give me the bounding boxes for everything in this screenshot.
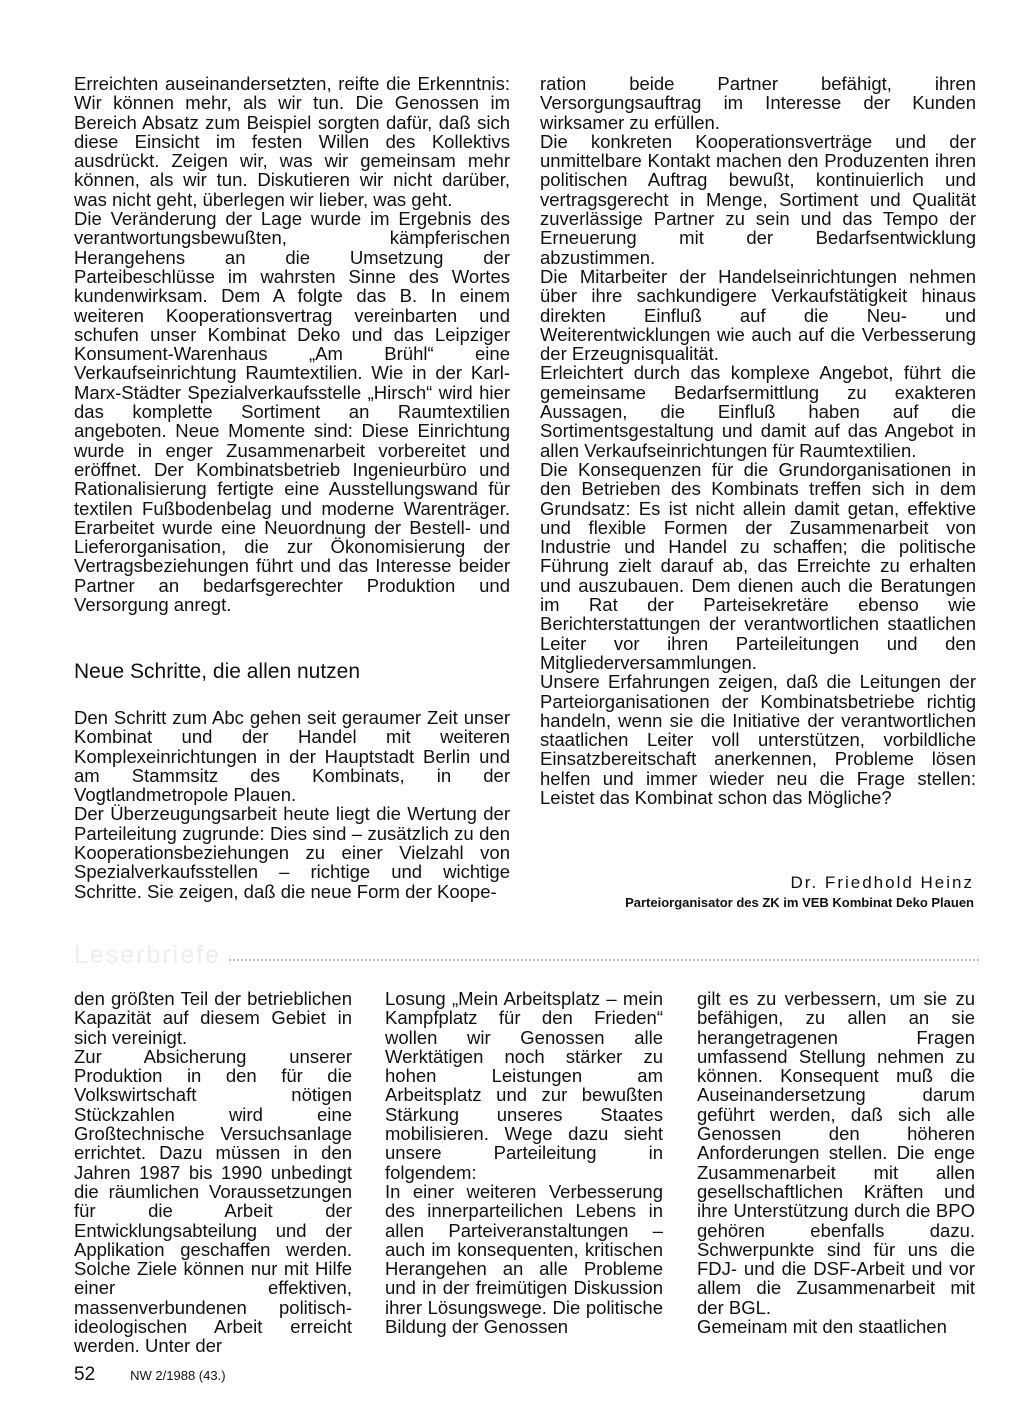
paragraph: Gemeinam mit den staatlichen — [697, 1316, 947, 1338]
article-column-left — [74, 74, 510, 614]
article-column-left-lower — [74, 708, 510, 901]
section-heading: Neue Schritte, die allen nutzen — [74, 660, 361, 683]
issue-label: NW 2/1988 (43.) — [130, 1368, 226, 1383]
paragraph: Die Mitarbeiter der Handelseinrichtungen nehmen über ihre sachkundigere Verkaufstätigkeit hinaus direkten Einfluß auf die Neu- und Weiterentwicklungen wie auch auf die Verbesserung der Erzeugnisqualität. — [540, 265, 976, 365]
paragraph: Der Überzeugungsarbeit heute liegt die Wertung der Parteileitung zugrunde: Dies sind – zusätzlich zu den Kooperationsbeziehungen zu einer Vielzahl von Spezialverkaufsstellen – richtige und wichtige Schritte. Sie zeigen, daß die neue Form der Koope- — [74, 803, 510, 902]
paragraph: den größten Teil der betrieblichen Kapazität auf diesem Gebiet in sich vereinigt. — [74, 988, 352, 1048]
paragraph: Erreichten auseinandersetzten, reifte die Erkenntnis: Wir können mehr, als wir tun. Die Genossen im Bereich Absatz zum Beispiel sorgten dafür, daß sich diese Einsicht im festen Willen des Kollektivs ausdrückt. Zeigen wir, was wir gemeinsam mehr können, als wir tun. Diskutieren wir nicht darüber, was nicht geht, überlegen wir lieber, was geht. — [74, 73, 510, 210]
paragraph: Die Veränderung der Lage wurde im Ergebnis des verantwortungsbewußten, kämpferischen Herangehens an die Umsetzung der Parteibeschlüsse im wahrsten Sinne des Wortes kundenwirksam. Dem A folgte das B. In einem weiteren Kooperationsvertrag vereinbarten und schufen unser Kombinat Deko und das Leipziger Konsument-Warenhaus „Am Brühl“ eine Verkaufseinrichtung Raumtextilien. Wie in der Karl-Marx-Städter Spezialverkaufsstelle „Hirsch“ wird hier das komplette Sortiment an Raumtextilien angeboten. Neue Momente sind: Diese Einrichtung wurde in enger Zusammenarbeit vorbereitet und eröffnet. Der Kombinatsbetrieb Ingenieurbüro und Rationalisierung fertigte eine Ausstellungswand für textilen Fußbodenbelag und moderne Warenträger. Erarbeitet wurde eine Neuordnung der Bestell- und Lieferorganisation, die zur Ökonomisierung der Vertragsbeziehungen führt und das Interesse beider Partner an bedarfsgerechter Produktion und Versorgung anregt. — [74, 208, 510, 616]
paragraph: Zur Absicherung unserer Produktion in den für die Volkswirtschaft nötigen Stückzahlen wird eine Großtechnische Versuchsanlage errichtet. Dazu müssen in den Jahren 1987 bis 1990 unbedingt die räumlichen Voraussetzungen für die Arbeit der Entwicklungsabteilung und der Applikation geschaffen werden. Solche Ziele können nur mit Hilfe einer effektiven, massenverbundenen politisch-ideologischen Arbeit erreicht werden. Unter der — [74, 1045, 352, 1357]
paragraph: gilt es zu verbessern, um sie zu befähigen, zu allen an sie herangetragenen Fragen umfassend Stellung nehmen zu können. Konsequent muß die Auseinandersetzung darum geführt werden, daß sich alle Genossen den höheren Anforderungen stellen. Die enge Zusammenarbeit mit allen gesellschaftlichen Kräften und ihre Unterstützung durch die BPO gehören ebenfalls dazu. Schwerpunkte sind für uns die FDJ- und die DSF-Arbeit und vor allem die Zusammenarbeit mit der BGL. — [697, 988, 975, 1318]
author-role: Parteiorganisator des ZK im VEB Kombinat Deko Plauen — [625, 895, 974, 910]
paragraph: In einer weiteren Verbesserung des innerparteilichen Lebens in allen Parteiveranstaltungen – auch im konsequenten, kritischen Herangehen an alle Probleme und in der freimütigen Diskussion ihrer Lösungswege. Die politische Bildung der Genossen — [385, 1180, 663, 1338]
letters-section-header — [74, 940, 979, 970]
author-name: Dr. Friedhold Heinz — [790, 873, 974, 892]
paragraph: ration beide Partner befähigt, ihren Versorgungsauftrag im Interesse der Kunden wirksamer zu erfüllen. — [540, 73, 976, 133]
letters-column-2 — [385, 989, 663, 1336]
letters-section-title: Leserbriefe — [74, 941, 222, 969]
paragraph: Erleichtert durch das komplexe Angebot, führt die gemeinsame Bedarfsermittlung zu exakteren Aussagen, die Einfluß haben auf die Sortimentsgestaltung und damit auf das Angebot in allen Verkaufseinrichtungen für Raumtextilien. — [540, 362, 976, 461]
letters-column-3 — [697, 989, 975, 1336]
paragraph: Die konkreten Kooperationsverträge und der unmittelbare Kontakt machen den Produzenten ihren politischen Auftrag bewußt, kontinuierlich und vertragsgerecht in Menge, Sortiment und Qualität zuverlässige Partner zu sein und das Tempo der Erneuerung mit der Bedarfsentwicklung abzustimmen. — [540, 130, 976, 268]
article-column-right — [540, 74, 976, 807]
dotted-divider — [229, 959, 979, 961]
page-footer — [74, 1364, 226, 1386]
paragraph: Die Konsequenzen für die Grundorganisationen in den Betrieben des Kombinats treffen sich in dem Grundsatz: Es ist nicht allein damit getan, effektive und flexible Formen der Zusammenarbeit von Industrie und Handel zu schaffen; die politische Führung zielt darauf ab, das Erreichte zu erhalten und auszubauen. Dem dienen auch die Beratungen im Rat der Parteisekretäre ebenso wie Berichterstattungen der verantwortlichen staatlichen Leiter vor ihren Parteileitungen und den Mitgliederversammlungen. — [540, 458, 976, 673]
paragraph: Losung „Mein Arbeitsplatz – mein Kampfplatz für den Frieden“ wollen wir Genossen alle Werktätigen noch stärker zu hohen Leistungen am Arbeitsplatz und zur bewußten Stärkung unseres Staates mobilisieren. Wege dazu sieht unsere Parteileitung in folgendem: — [385, 988, 663, 1183]
letters-column-1 — [74, 989, 352, 1356]
paragraph: Den Schritt zum Abc gehen seit geraumer Zeit unser Kombinat und der Handel mit weiteren Komplexeinrichtungen in der Hauptstadt Berlin und am Stammsitz des Kombinats, in der Vogtlandmetropole Plauen. — [74, 707, 510, 806]
page-number: 52 — [74, 1364, 96, 1385]
paragraph: Unsere Erfahrungen zeigen, daß die Leitungen der Parteiorganisationen der Kombinatsbetriebe richtig handeln, wenn sie die Initiative der verantwortlichen staatlichen Leiter voll unterstützen, vorbildliche Einsatzbereitschaft anerkennen, Probleme lösen helfen und immer wieder neu die Frage stellen: Leistet das Kombinat schon das Mögliche? — [540, 671, 976, 808]
signature-block — [625, 872, 974, 912]
